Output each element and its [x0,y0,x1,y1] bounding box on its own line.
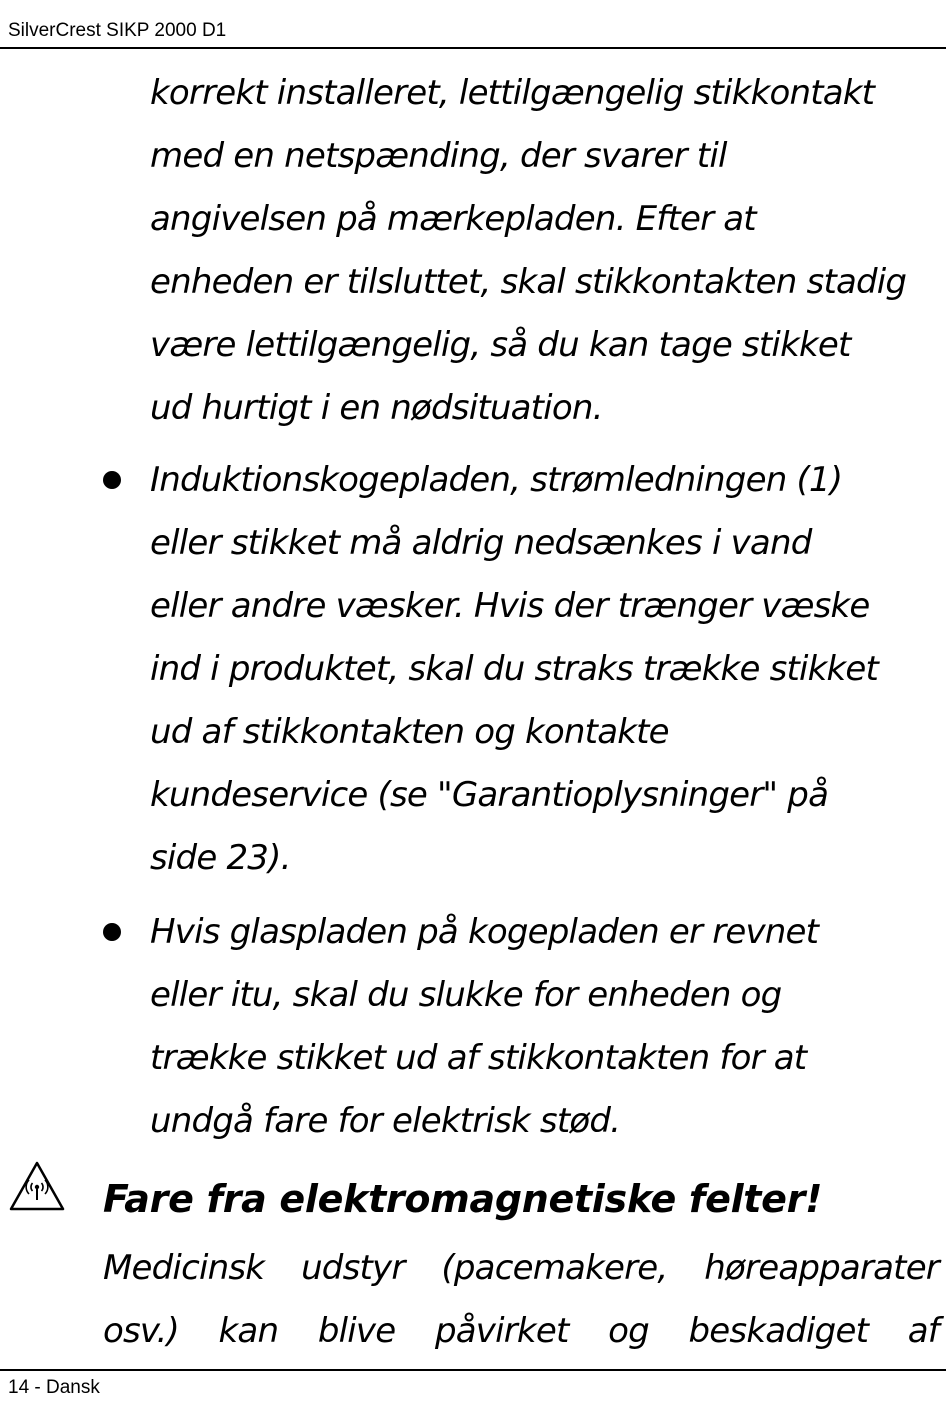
text-line: ud hurtigt i en nødsituation. [150,388,603,428]
word: høreapparater [704,1248,939,1288]
page-number: 14 - Dansk [8,1377,100,1398]
word: (pacemakere, [441,1248,668,1288]
document-header: SilverCrest SIKP 2000 D1 [8,20,227,41]
text-line: ind i produktet, skal du straks trække stikket [150,649,879,689]
footer-rule [0,1369,946,1371]
word: påvirket [434,1311,569,1351]
text-line: korrekt installeret, lettilgængelig stikkontakt [150,73,875,113]
bullet-point [103,923,121,941]
text-line: ud af stikkontakten og kontakte [150,712,669,752]
text-line: enheden er tilsluttet, skal stikkontakten stadig [150,262,907,302]
bullet-point [103,471,121,489]
section-heading: Fare fra elektromagnetiske felter! [103,1177,823,1221]
text-line: Hvis glaspladen på kogepladen er revnet [150,912,819,952]
word: osv.) [103,1311,179,1351]
electromagnetic-warning-icon [8,1160,66,1212]
header-rule [0,47,946,49]
text-line: undgå fare for elektrisk stød. [150,1101,621,1141]
word: af [907,1311,939,1351]
word: kan [218,1311,279,1351]
text-line: med en netspænding, der svarer til [150,136,727,176]
text-line: eller itu, skal du slukke for enheden og [150,975,782,1015]
text-line: være lettilgængelig, så du kan tage stikket [150,325,851,365]
justified-text-line [103,1237,939,1300]
word: blive [317,1311,396,1351]
text-line: side 23). [150,838,291,878]
word: og [608,1311,649,1351]
word: beskadiget [688,1311,869,1351]
text-line: eller andre væsker. Hvis der trænger væske [150,586,870,626]
word: udstyr [301,1248,405,1288]
text-line: angivelsen på mærkepladen. Efter at [150,199,756,239]
text-line: kundeservice (se "Garantioplysninger" på [150,775,829,815]
text-line: Induktionskogepladen, strømledningen (1) [150,460,843,500]
word: Medicinsk [103,1248,265,1288]
text-line: eller stikket må aldrig nedsænkes i vand [150,523,812,563]
justified-text-line [103,1300,939,1363]
text-line: trække stikket ud af stikkontakten for at [150,1038,807,1078]
